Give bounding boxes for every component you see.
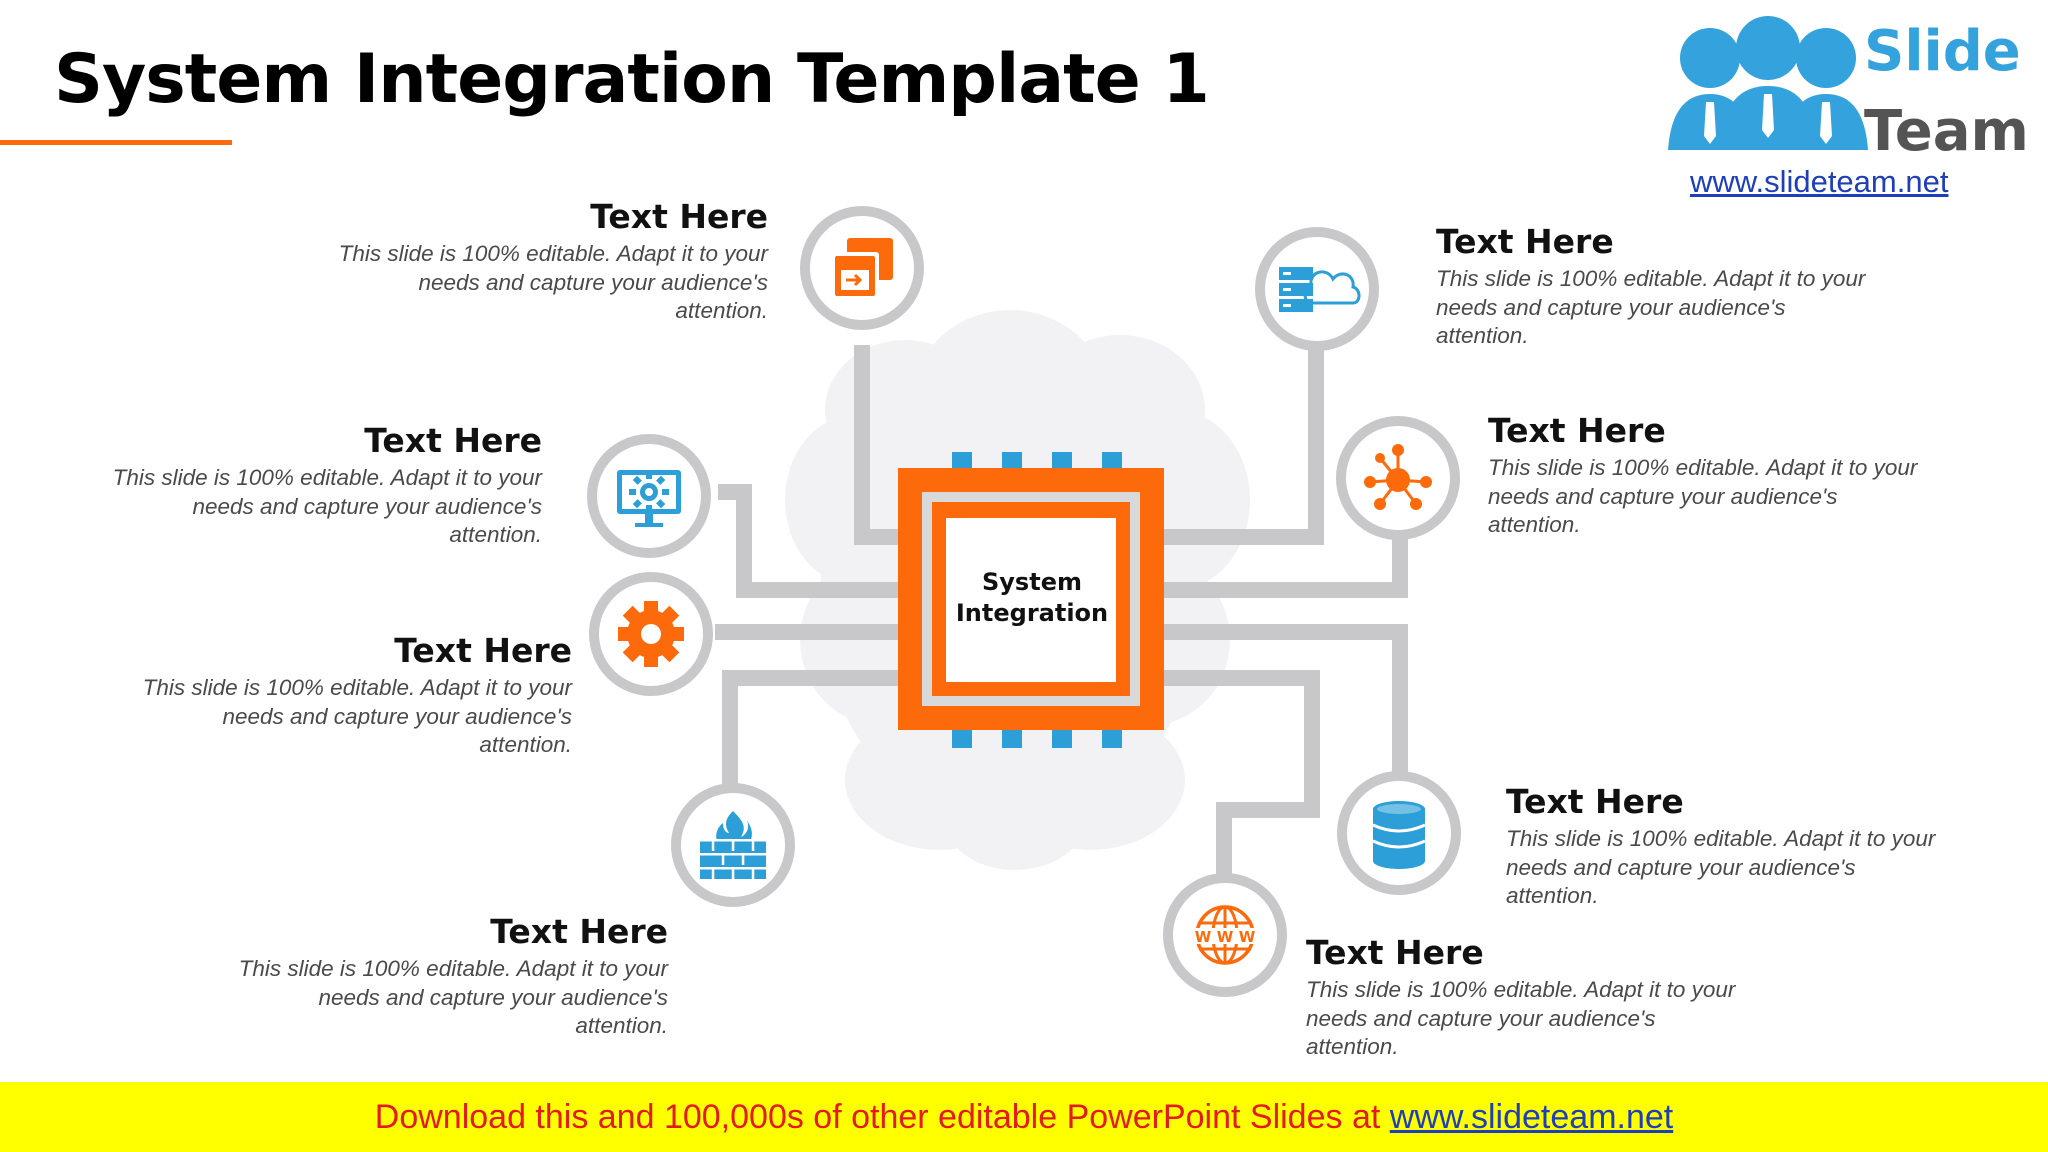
banner-link[interactable]: www.slideteam.net (1389, 1097, 1674, 1136)
text-block-1 (338, 196, 768, 326)
download-banner (0, 1082, 2048, 1152)
icon-node (805, 211, 919, 325)
logo-url-link[interactable]: www.slideteam.net (1690, 164, 1949, 199)
text-block-heading: Text Here (590, 197, 768, 236)
gear-icon (618, 601, 684, 667)
text-block-body: This slide is 100% editable. Adapt it to your needs and capture your audience's attention. (1488, 455, 1918, 537)
text-block-body: This slide is 100% editable. Adapt it to your needs and capture your audience's attention. (142, 675, 572, 757)
chip-label-line1: System (982, 568, 1082, 596)
text-block-8 (1306, 932, 1736, 1062)
text-block-body: This slide is 100% editable. Adapt it to your needs and capture your audience's attention. (112, 465, 542, 547)
text-block-heading: Text Here (1506, 782, 1684, 821)
page-title: System Integration Template 1 (54, 40, 1209, 119)
icon-node (1168, 878, 1282, 992)
chip-label-line2: Integration (955, 599, 1109, 627)
icon-node (1260, 232, 1374, 346)
text-block-4 (238, 911, 668, 1041)
chip-pin-bottom (1002, 728, 1022, 748)
chip-pin-bottom (1102, 728, 1122, 748)
chip-pin-top (952, 452, 972, 470)
text-block-heading: Text Here (394, 631, 572, 670)
chip-label (946, 518, 1118, 678)
text-block-2 (112, 420, 542, 550)
text-block-heading: Text Here (1488, 411, 1666, 450)
database-icon (1373, 801, 1425, 869)
text-block-7 (1506, 781, 1936, 911)
chip-pin-bottom (1052, 728, 1072, 748)
svg-text:W: W (1194, 928, 1212, 946)
text-block-body: This slide is 100% editable. Adapt it to your needs and capture your audience's attention. (1436, 266, 1866, 348)
people-icon (1658, 10, 1878, 160)
banner-message: Download this and 100,000s of other editable PowerPoint Slides at (374, 1097, 1390, 1136)
icon-node (592, 439, 706, 553)
text-block-heading: Text Here (364, 421, 542, 460)
text-block-body: This slide is 100% editable. Adapt it to your needs and capture your audience's attention. (238, 956, 668, 1038)
logo-word-slide: Slide (1864, 19, 2021, 84)
banner-text (375, 1098, 1673, 1137)
text-block-3 (142, 630, 572, 760)
chip-pin-top (1052, 452, 1072, 470)
text-block-5 (1436, 221, 1866, 351)
text-block-heading: Text Here (490, 912, 668, 951)
text-block-6 (1488, 410, 1918, 540)
icon-node (676, 788, 790, 902)
svg-text:W: W (1238, 928, 1256, 946)
title-underline (0, 140, 232, 145)
icon-node (594, 577, 708, 691)
text-block-heading: Text Here (1436, 222, 1614, 261)
icon-node (1342, 776, 1456, 890)
svg-text:W: W (1216, 928, 1234, 946)
chip-pin-top (1002, 452, 1022, 470)
icon-node (1341, 421, 1455, 535)
logo-word-team: Team (1864, 99, 2029, 164)
chip-pin-bottom (952, 728, 972, 748)
text-block-body: This slide is 100% editable. Adapt it to your needs and capture your audience's attention. (338, 241, 768, 323)
text-block-body: This slide is 100% editable. Adapt it to your needs and capture your audience's attention. (1506, 826, 1936, 908)
chip-pin-top (1102, 452, 1122, 470)
text-block-heading: Text Here (1306, 933, 1484, 972)
text-block-body: This slide is 100% editable. Adapt it to your needs and capture your audience's attention. (1306, 977, 1736, 1059)
